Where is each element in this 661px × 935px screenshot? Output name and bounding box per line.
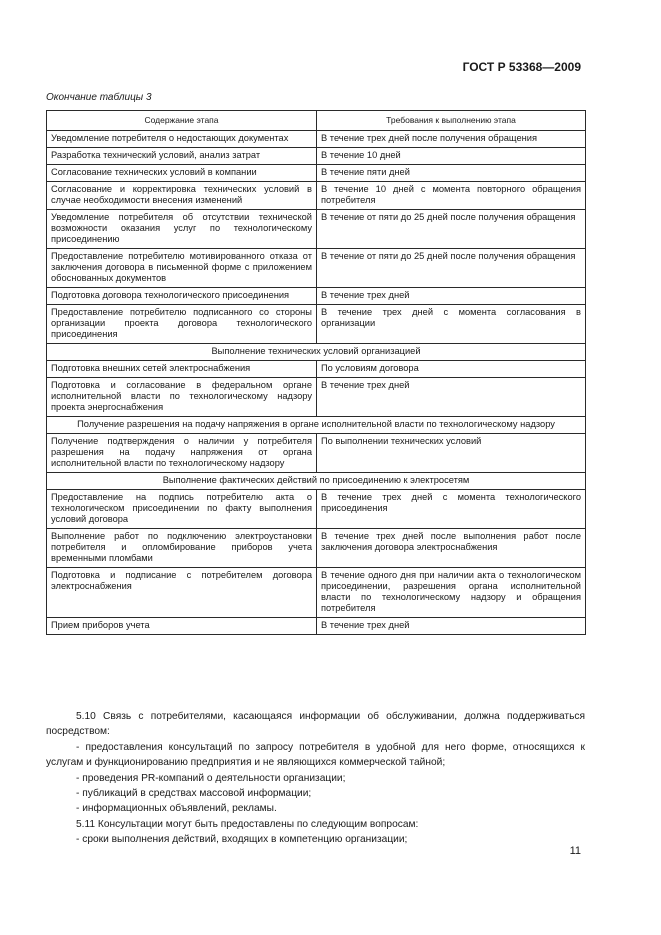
table-row (47, 618, 586, 635)
stage-requirement-cell: По условиям договора (317, 361, 586, 378)
column-header: Содержание этапа (47, 111, 317, 131)
table-section-row (47, 473, 586, 490)
table-row (47, 249, 586, 288)
table-row (47, 288, 586, 305)
table-row (47, 305, 586, 344)
stage-content-cell: Подготовка внешних сетей электроснабжения (47, 361, 317, 378)
stage-content-cell: Предоставление на подпись потребителю акта о технологическом присоединении по факту выполнения условий договора (47, 490, 317, 529)
paragraph-5-11: 5.11 Консультации могут быть предоставлены по следующим вопросам: (76, 818, 419, 830)
stage-content-cell: Согласование технических условий в компании (47, 165, 317, 182)
stage-requirement-cell: В течение трех дней после получения обращения (317, 131, 586, 148)
stage-requirement-cell: В течение трех дней (317, 378, 586, 417)
stage-requirement-cell: В течение от пяти до 25 дней после получения обращения (317, 210, 586, 249)
section-title: Выполнение фактических действий по присоединению к электросетям (47, 473, 586, 490)
table-row (47, 210, 586, 249)
table-body (47, 131, 586, 635)
stage-content-cell: Уведомление потребителя о недостающих документах (47, 131, 317, 148)
stage-content-cell: Согласование и корректировка технических условий в случае необходимости внесения изменений (47, 182, 317, 210)
stage-content-cell: Предоставление потребителю мотивированного отказа от заключения договора в письменной форме с приложением обоснованных документов (47, 249, 317, 288)
table-row (47, 148, 586, 165)
table-row (47, 490, 586, 529)
table-row (47, 568, 586, 618)
stage-content-cell: Получение подтверждения о наличии у потребителя разрешения на подачу напряжения от органа исполнительной власти по технологическому надзору (47, 434, 317, 473)
bullet-item: - информационных объявлений, рекламы. (76, 803, 277, 815)
table-row (47, 378, 586, 417)
bullet-item: - публикаций в средствах массовой информации; (76, 788, 312, 800)
table-row (47, 529, 586, 568)
bullet-item: - предоставления консультаций по запросу потребителя в удобной для него форме, относящихся к услугам и функционированию предприятия и не являющихся коммерческой тайной; (46, 741, 585, 769)
stage-content-cell: Разработка технический условий, анализ затрат (47, 148, 317, 165)
stage-requirement-cell: В течение 10 дней с момента повторного обращения потребителя (317, 182, 586, 210)
table-continuation-caption: Окончание таблицы 3 (46, 92, 152, 103)
table-row (47, 434, 586, 473)
stage-requirement-cell: В течение трех дней (317, 618, 586, 635)
stage-requirement-cell: В течение трех дней с момента согласования в организации (317, 305, 586, 344)
stage-content-cell: Прием приборов учета (47, 618, 317, 635)
stage-requirement-cell: В течение трех дней после выполнения работ после заключения договора электроснабжения (317, 529, 586, 568)
body-text (46, 709, 585, 848)
stage-requirement-cell: В течение трех дней с момента технологического присоединения (317, 490, 586, 529)
table-row (47, 182, 586, 210)
table-row (47, 165, 586, 182)
stage-requirement-cell: В течение пяти дней (317, 165, 586, 182)
stage-requirement-cell: По выполнении технических условий (317, 434, 586, 473)
stage-content-cell: Предоставление потребителю подписанного со стороны организации проекта договора технологического присоединения (47, 305, 317, 344)
stage-content-cell: Уведомление потребителя об отсутствии технической возможности оказания услуг по технологическому присоединению (47, 210, 317, 249)
stage-content-cell: Подготовка договора технологического присоединения (47, 288, 317, 305)
stage-content-cell: Подготовка и согласование в федеральном органе исполнительной власти по технологическому надзору проекта энергоснабжения (47, 378, 317, 417)
bullet-item: - проведения PR-компаний о деятельности организации; (76, 772, 346, 784)
standard-number: ГОСТ Р 53368—2009 (462, 60, 581, 74)
page-number: 11 (569, 845, 581, 857)
stages-table (46, 110, 586, 635)
table-header-row (47, 111, 586, 131)
column-header: Требования к выполнению этапа (317, 111, 586, 131)
bullet-item: - сроки выполнения действий, входящих в компетенцию организации; (76, 834, 408, 846)
stage-requirement-cell: В течение 10 дней (317, 148, 586, 165)
table-section-row (47, 344, 586, 361)
section-title: Выполнение технических условий организацией (47, 344, 586, 361)
stage-requirement-cell: В течение от пяти до 25 дней после получения обращения (317, 249, 586, 288)
table-row (47, 361, 586, 378)
table-section-row (47, 417, 586, 434)
paragraph-5-10: 5.10 Связь с потребителями, касающаяся информации об обслуживании, должна поддерживаться посредством: (46, 711, 585, 738)
stage-requirement-cell: В течение одного дня при наличии акта о технологическом присоединении, разрешения органа исполнительной власти по технологическому надзору и обращения потребителя (317, 568, 586, 618)
stage-content-cell: Подготовка и подписание с потребителем договора электроснабжения (47, 568, 317, 618)
stage-content-cell: Выполнение работ по подключению электроустановки потребителя и опломбирование приборов учета временными пломбами (47, 529, 317, 568)
section-title: Получение разрешения на подачу напряжения в органе исполнительной власти по технологическому надзору (47, 417, 586, 434)
table-row (47, 131, 586, 148)
stage-requirement-cell: В течение трех дней (317, 288, 586, 305)
